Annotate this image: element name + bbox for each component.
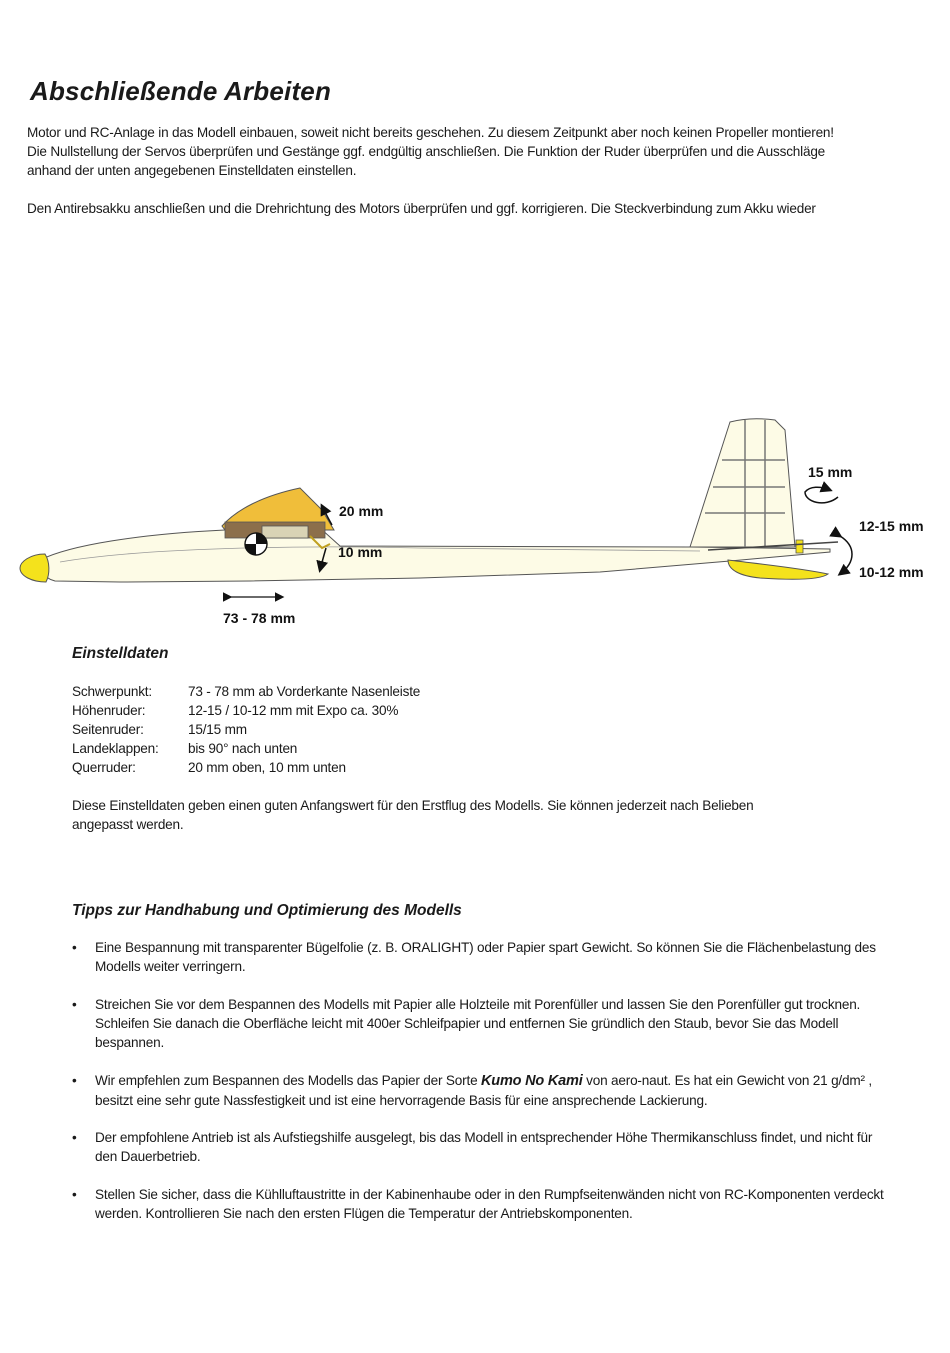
elevator-deflection-arrow: [840, 536, 852, 574]
wing-root: [262, 526, 308, 538]
settings-value: 73 - 78 mm ab Vorderkante Nasenleiste: [188, 684, 421, 699]
settings-row: [72, 701, 420, 720]
intro-line: Motor und RC-Anlage in das Modell einbauen, soweit nicht bereits geschehen. Zu diesem Zeitpunkt aber noch keinen Propeller montieren!: [27, 125, 834, 140]
tips-line: [95, 1071, 872, 1091]
rudder-tip: [796, 540, 803, 553]
bullet-icon: •: [72, 1073, 77, 1088]
intro-line: Die Nullstellung der Servos überprüfen und Gestänge ggf. endgültig anschließen. Die Funktion der Ruder überprüfen und die Ausschläge: [27, 144, 826, 159]
glider-side-view-diagram: [0, 400, 950, 640]
settings-note-line: angepasst werden.: [72, 817, 184, 832]
bullet-icon: •: [72, 1187, 77, 1202]
settings-row: [72, 682, 420, 701]
settings-row: [72, 720, 420, 739]
rudder-label: 15 mm: [808, 464, 853, 480]
tips-list-item: [72, 995, 902, 1052]
tips-item-text: [95, 938, 876, 976]
bullet-icon: •: [72, 997, 77, 1012]
aileron-up-label: 20 mm: [339, 503, 384, 519]
settings-label: Landeklappen:: [72, 741, 159, 756]
nose-cone: [20, 554, 49, 582]
settings-note: [72, 796, 902, 834]
settings-note-line: Diese Einstelldaten geben einen guten Anfangswert für den Erstflug des Modells. Sie können jederzeit nach Belieben: [72, 798, 754, 813]
page-title: Abschließende Arbeiten: [30, 76, 332, 106]
tips-list-item: [72, 1185, 902, 1223]
intro-paragraph-1: [27, 123, 907, 180]
cg-dimension-label: 73 - 78 mm: [223, 610, 296, 626]
settings-label: Höhenruder:: [72, 703, 146, 718]
tips-line: Schleifen Sie danach die Oberfläche leicht mit 400er Schleifpapier und entfernen Sie gründlich den Staub, bevor Sie das Modell: [95, 1016, 839, 1031]
product-name: Kumo No Kami: [481, 1073, 583, 1089]
tips-line: Der empfohlene Antrieb ist als Aufstiegshilfe ausgelegt, bis das Modell in entsprechender Höhe Thermikanschluss findet, und nicht für: [95, 1130, 873, 1145]
tips-line: Eine Bespannung mit transparenter Bügelfolie (z. B. ORALIGHT) oder Papier spart Gewicht. So können Sie die Flächenbelastung des: [95, 940, 876, 955]
tips-line: werden. Kontrollieren Sie nach den ersten Flügen die Temperatur der Antriebskomponenten.: [95, 1206, 633, 1221]
settings-label: Querruder:: [72, 760, 136, 775]
rudder-deflection-arrow: [805, 487, 838, 503]
tips-item-text: [95, 1071, 872, 1110]
settings-label: Schwerpunkt:: [72, 684, 152, 699]
center-of-gravity-symbol: [245, 533, 267, 555]
bullet-icon: •: [72, 1130, 77, 1145]
tips-line: besitzt eine sehr gute Nassfestigkeit und ist eine hervorragende Basis für eine ansprechende Lackierung.: [95, 1093, 708, 1108]
settings-heading: Einstelldaten: [72, 645, 169, 662]
horizontal-stabilizer: [728, 560, 828, 579]
intro-line: anhand der unten angegebenen Einstelldaten einstellen.: [27, 163, 357, 178]
tips-line: bespannen.: [95, 1035, 165, 1050]
tips-heading: Tipps zur Handhabung und Optimierung des Modells: [72, 902, 462, 919]
tips-item-text: [95, 1128, 872, 1166]
vertical-fin: [690, 419, 795, 547]
elevator-up-label: 12-15 mm: [859, 518, 924, 534]
intro-paragraph-2: Den Antirebsakku anschließen und die Drehrichtung des Motors überprüfen und ggf. korrigieren. Die Steckverbindung zum Akku wieder: [27, 201, 816, 216]
tips-line: den Dauerbetrieb.: [95, 1149, 201, 1164]
elevator-down-label: 10-12 mm: [859, 564, 924, 580]
settings-value: 15/15 mm: [188, 722, 247, 737]
settings-row: [72, 758, 420, 777]
settings-value: 20 mm oben, 10 mm unten: [188, 760, 346, 775]
bullet-icon: •: [72, 940, 77, 955]
settings-label: Seitenruder:: [72, 722, 144, 737]
tips-line: Stellen Sie sicher, dass die Kühlluftaustritte in der Kabinenhaube oder in den Rumpfseitenwänden nicht von RC-Komponenten verdeckt: [95, 1187, 884, 1202]
tips-item-text: [95, 995, 860, 1052]
tips-text-segment: von aero-naut. Es hat ein Gewicht von 21 g/dm² ,: [582, 1073, 872, 1088]
tips-item-text: [95, 1185, 884, 1223]
settings-value: 12-15 / 10-12 mm mit Expo ca. 30%: [188, 703, 399, 718]
settings-table: [72, 682, 420, 777]
tips-list-item: [72, 938, 902, 976]
aileron-down-label: 10 mm: [338, 544, 383, 560]
tips-list-item: [72, 1071, 902, 1110]
tips-line: Streichen Sie vor dem Bespannen des Modells mit Papier alle Holzteile mit Porenfüller und lassen Sie den Porenfüller gut trocknen.: [95, 997, 861, 1012]
tips-list-item: [72, 1128, 902, 1166]
tips-text-segment: Wir empfehlen zum Bespannen des Modells das Papier der Sorte: [95, 1073, 482, 1088]
tips-line: Modells weiter verringern.: [95, 959, 246, 974]
settings-row: [72, 739, 420, 758]
settings-value: bis 90° nach unten: [188, 741, 298, 756]
